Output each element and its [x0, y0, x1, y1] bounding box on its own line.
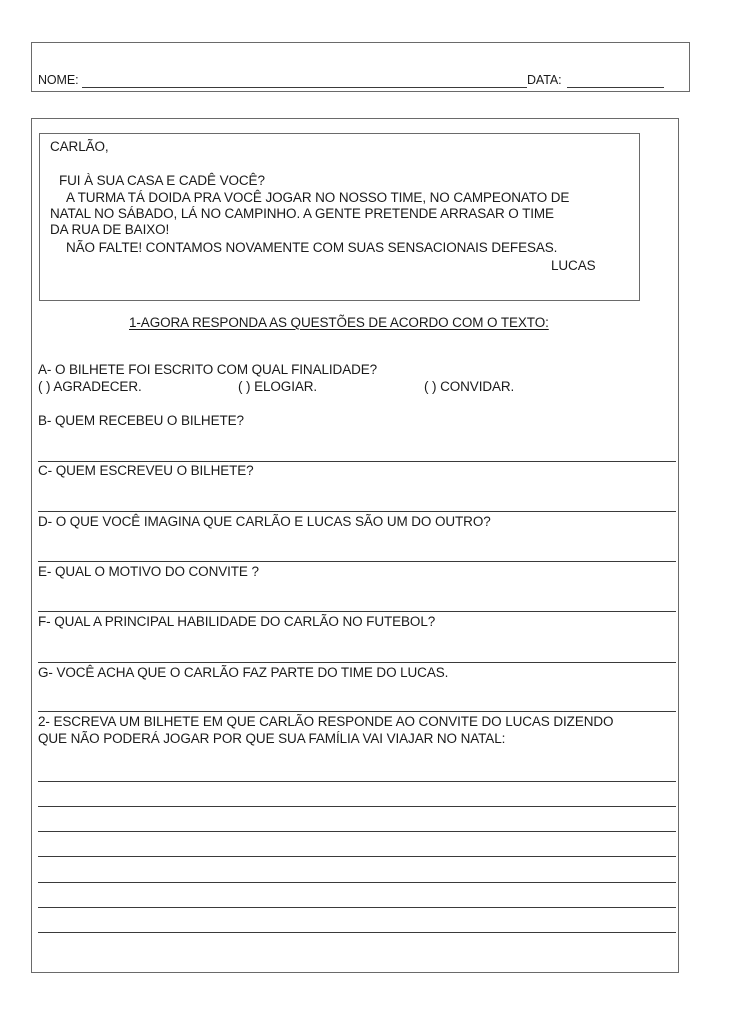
section-2-line-2: QUE NÃO PODERÁ JOGAR POR QUE SUA FAMÍLIA VAI VIAJAR NO NATAL:	[38, 731, 506, 746]
question-c: C- QUEM ESCREVEU O BILHETE?	[38, 463, 254, 478]
note-line: NATAL NO SÁBADO, LÁ NO CAMPINHO. A GENTE PRETENDE ARRASAR O TIME	[50, 206, 554, 221]
note-signature: LUCAS	[551, 258, 596, 273]
answer-line-e[interactable]	[38, 611, 676, 612]
question-e: E- QUAL O MOTIVO DO CONVITE ?	[38, 564, 259, 579]
writing-line[interactable]	[38, 907, 676, 908]
answer-line-f[interactable]	[38, 662, 676, 663]
question-d: D- O QUE VOCÊ IMAGINA QUE CARLÃO E LUCAS SÃO UM DO OUTRO?	[38, 514, 491, 529]
answer-line-g[interactable]	[38, 711, 676, 712]
writing-line[interactable]	[38, 882, 676, 883]
data-label: DATA:	[527, 73, 562, 87]
answer-line-c[interactable]	[38, 511, 676, 512]
question-b: B- QUEM RECEBEU O BILHETE?	[38, 413, 244, 428]
option-agradecer[interactable]: ( ) AGRADECER.	[38, 379, 142, 394]
question-f: F- QUAL A PRINCIPAL HABILIDADE DO CARLÃO NO FUTEBOL?	[38, 614, 436, 629]
note-line: DA RUA DE BAIXO!	[50, 222, 170, 237]
writing-line[interactable]	[38, 831, 676, 832]
question-g: G- VOCÊ ACHA QUE O CARLÃO FAZ PARTE DO TIME DO LUCAS.	[38, 665, 449, 680]
nome-label: NOME:	[38, 73, 79, 87]
section-1-title: 1-AGORA RESPONDA AS QUESTÕES DE ACORDO COM O TEXTO:	[129, 315, 549, 330]
option-elogiar[interactable]: ( ) ELOGIAR.	[238, 379, 318, 394]
note-line: FUI À SUA CASA E CADÊ VOCÊ?	[59, 173, 265, 188]
note-salutation: CARLÃO,	[50, 139, 109, 154]
note-line: A TURMA TÁ DOIDA PRA VOCÊ JOGAR NO NOSSO TIME, NO CAMPEONATO DE	[66, 190, 570, 205]
note-line: NÃO FALTE! CONTAMOS NOVAMENTE COM SUAS SENSACIONAIS DEFESAS.	[66, 240, 558, 255]
writing-line[interactable]	[38, 781, 676, 782]
writing-line[interactable]	[38, 932, 676, 933]
data-field[interactable]	[567, 87, 664, 88]
section-2-line-1: 2- ESCREVA UM BILHETE EM QUE CARLÃO RESPONDE AO CONVITE DO LUCAS DIZENDO	[38, 714, 614, 729]
option-convidar[interactable]: ( ) CONVIDAR.	[424, 379, 515, 394]
writing-line[interactable]	[38, 806, 676, 807]
answer-line-b[interactable]	[38, 461, 676, 462]
nome-field[interactable]	[82, 87, 527, 88]
writing-line[interactable]	[38, 856, 676, 857]
header-box	[31, 42, 690, 92]
question-a: A- O BILHETE FOI ESCRITO COM QUAL FINALIDADE?	[38, 362, 378, 377]
answer-line-d[interactable]	[38, 561, 676, 562]
